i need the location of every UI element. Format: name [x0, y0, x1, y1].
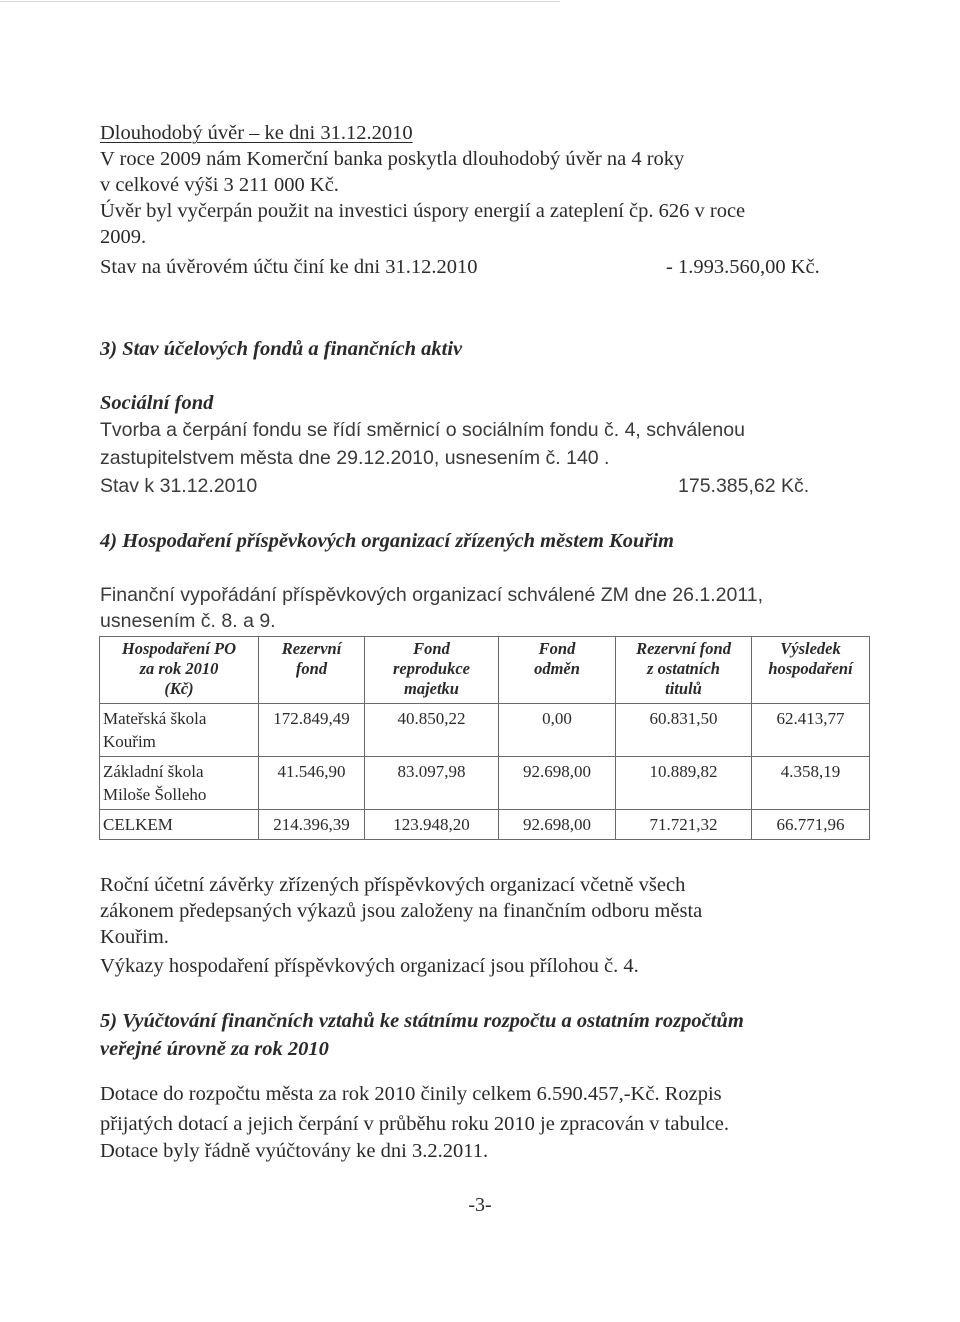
value-cell: 83.097,98 — [365, 757, 499, 810]
org-name: Kouřim — [103, 732, 156, 751]
value-cell: 0,00 — [499, 704, 616, 757]
value-cell: 66.771,96 — [752, 810, 870, 840]
value-cell: 62.413,77 — [752, 704, 870, 757]
section4-after-line: Kouřim. — [100, 926, 169, 948]
loan-line: 2009. — [100, 226, 147, 248]
table-header-cell — [100, 637, 259, 704]
section3-heading: 3) Stav účelových fondů a finančních aktiv — [100, 338, 463, 360]
org-name-cell — [100, 704, 259, 757]
table-row — [100, 704, 870, 757]
social-fund-title: Sociální fond — [100, 392, 214, 414]
organizations-table — [99, 636, 870, 840]
section4-line: Finanční vypořádání příspěvkových organizací schválené ZM dne 26.1.2011, — [100, 584, 764, 606]
table-row — [100, 757, 870, 810]
header-text: fond — [295, 659, 328, 678]
table-header-cell — [259, 637, 365, 704]
org-name-cell — [100, 757, 259, 810]
section5-line: přijatých dotací a jejich čerpání v průběhu roku 2010 je zpracován v tabulce. — [100, 1113, 729, 1135]
table-header-cell — [616, 637, 752, 704]
section4-after-line: zákonem předepsaných výkazů jsou založeny na finančním odboru města — [100, 900, 703, 922]
section4-after-line: Výkazy hospodaření příspěvkových organizací jsou přílohou č. 4. — [100, 955, 639, 977]
value-cell: 60.831,50 — [616, 704, 752, 757]
table-header-cell — [365, 637, 499, 704]
value-cell: 172.849,49 — [259, 704, 365, 757]
loan-line: Úvěr byl vyčerpán použit na investici úspory energií a zateplení čp. 626 v roce — [100, 200, 746, 222]
section5-heading: 5) Vyúčtování finančních vztahů ke státnímu rozpočtu a ostatním rozpočtům — [100, 1010, 744, 1032]
section4-heading: 4) Hospodaření příspěvkových organizací zřízených městem Kouřim — [100, 530, 674, 552]
social-fund-line: zastupitelstvem města dne 29.12.2010, usnesením č. 140 . — [100, 447, 610, 469]
social-fund-balance-value: 175.385,62 Kč. — [678, 475, 810, 497]
section5-line: Dotace byly řádně vyúčtovány ke dni 3.2.2011. — [100, 1140, 489, 1162]
header-text: reprodukce — [393, 659, 470, 678]
header-text: Fond — [413, 639, 450, 658]
value-cell: 71.721,32 — [616, 810, 752, 840]
value-cell: 40.850,22 — [365, 704, 499, 757]
header-text: odměn — [534, 659, 580, 678]
page-number: -3- — [468, 1194, 492, 1216]
header-text: Fond — [538, 639, 576, 658]
table-header-cell — [752, 637, 870, 704]
value-cell: 214.396,39 — [259, 810, 365, 840]
header-text: Hospodaření PO — [121, 639, 237, 658]
loan-heading: Dlouhodobý úvěr – ke dni 31.12.2010 — [100, 122, 413, 144]
section4-after-line: Roční účetní závěrky zřízených příspěvkových organizací včetně všech — [100, 874, 686, 896]
header-text: (Kč) — [164, 679, 194, 698]
section5-heading: veřejné úrovně za rok 2010 — [100, 1038, 329, 1060]
value-cell: 41.546,90 — [259, 757, 365, 810]
header-text: z ostatních — [647, 659, 720, 678]
header-text: hospodaření — [768, 659, 853, 678]
section5-line: Dotace do rozpočtu města za rok 2010 činily celkem 6.590.457,-Kč. Rozpis — [100, 1083, 722, 1105]
table-header-cell — [499, 637, 616, 704]
header-text: za rok 2010 — [139, 659, 219, 678]
header-text: majetku — [403, 679, 459, 698]
org-name: Mateřská škola — [103, 709, 207, 728]
org-name-cell — [100, 810, 259, 840]
social-fund-line: Tvorba a čerpání fondu se řídí směrnicí o sociálním fondu č. 4, schválenou — [100, 419, 745, 441]
header-text: Výsledek — [780, 639, 841, 658]
header-text: Rezervní — [281, 639, 342, 658]
value-cell: 123.948,20 — [365, 810, 499, 840]
org-name: CELKEM — [103, 815, 173, 834]
value-cell: 4.358,19 — [752, 757, 870, 810]
loan-balance-value: - 1.993.560,00 Kč. — [666, 256, 820, 278]
loan-line: v celkové výši 3 211 000 Kč. — [100, 174, 339, 196]
table-header-row — [100, 637, 870, 704]
social-fund-balance-label: Stav k 31.12.2010 — [100, 475, 258, 497]
header-text: titulů — [665, 679, 702, 698]
section4-line: usnesením č. 8. a 9. — [100, 610, 276, 632]
org-name: Miloše Šolleho — [103, 785, 207, 804]
loan-balance-label: Stav na úvěrovém účtu činí ke dni 31.12.2010 — [100, 256, 478, 278]
loan-line: V roce 2009 nám Komerční banka poskytla dlouhodobý úvěr na 4 roky — [100, 148, 685, 170]
header-text: Rezervní fond — [636, 639, 731, 658]
value-cell: 92.698,00 — [499, 810, 616, 840]
org-name: Základní škola — [103, 762, 204, 781]
value-cell: 92.698,00 — [499, 757, 616, 810]
value-cell: 10.889,82 — [616, 757, 752, 810]
table-total-row — [100, 810, 870, 840]
